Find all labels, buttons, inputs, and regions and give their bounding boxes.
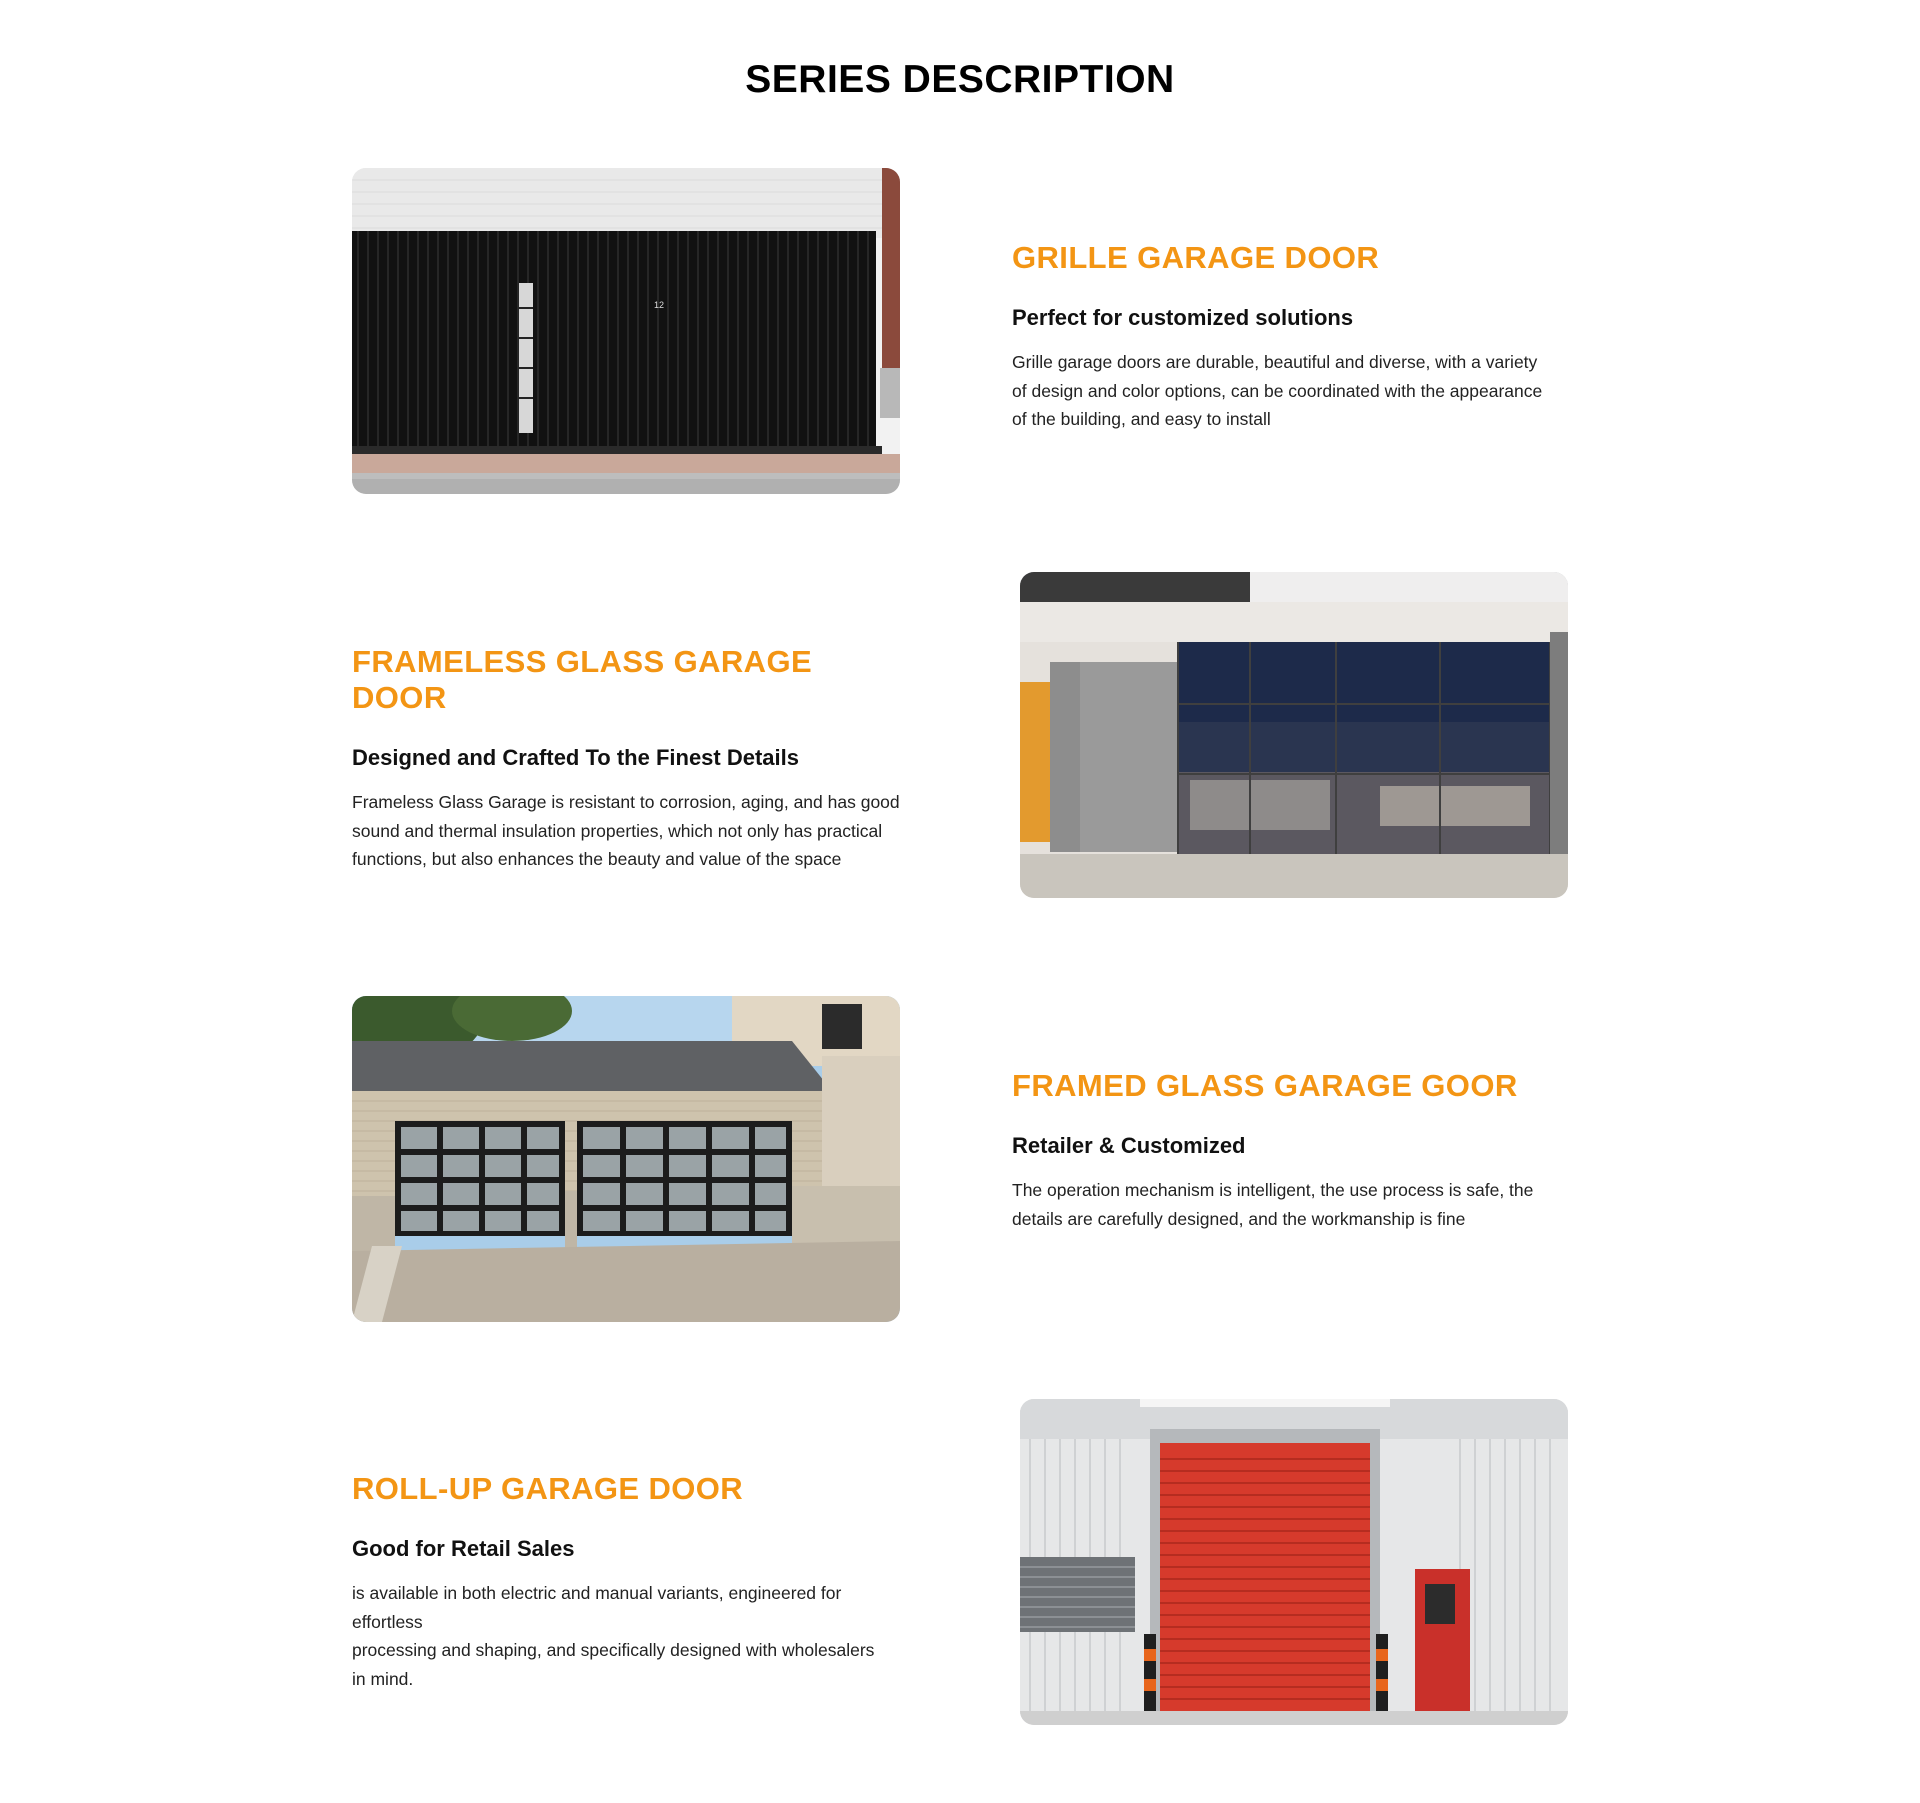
frameless-text-block (352, 644, 912, 874)
frameless-glass-garage-door-photo (1020, 572, 1568, 898)
framed-glass-garage-door-photo (352, 996, 900, 1322)
product-subtitle: Perfect for customized solutions (1012, 305, 1354, 330)
grille-text-block (1012, 240, 1572, 434)
product-subtitle: Retailer & Customized (1012, 1133, 1246, 1158)
product-title: GRILLE GARAGE DOOR (1012, 240, 1380, 275)
house-number: 12 (654, 300, 665, 310)
rollup-text-block (352, 1471, 912, 1693)
roll-up-garage-door-photo (1020, 1399, 1568, 1725)
product-framed-glass (352, 996, 1568, 1322)
product-frameless-glass (352, 572, 1568, 898)
product-description: The operation mechanism is intelligent, the use process is safe, the details are carefully designed, and the workmanship is fine (1012, 1180, 1534, 1229)
product-description: Frameless Glass Garage is resistant to corrosion, aging, and has good sound and thermal insulation properties, which not only has practical functions, but also enhances the beauty and value of the space (352, 792, 900, 869)
product-title: ROLL-UP GARAGE DOOR (352, 1471, 744, 1506)
product-title: FRAMELESS GLASS GARAGE DOOR (352, 644, 813, 715)
product-roll-up (352, 1399, 1568, 1725)
product-title: FRAMED GLASS GARAGE GOOR (1012, 1068, 1518, 1103)
framed-text-block (1012, 1068, 1572, 1233)
grille-garage-door-photo (352, 168, 900, 494)
product-subtitle: Good for Retail Sales (352, 1536, 575, 1561)
page-title: SERIES DESCRIPTION (745, 58, 1175, 101)
product-subtitle: Designed and Crafted To the Finest Details (352, 745, 799, 770)
product-grille (352, 168, 1568, 494)
product-description: Grille garage doors are durable, beautiful and diverse, with a variety of design and color options, can be coordinated with the appearance of the building, and easy to install (1012, 352, 1543, 429)
product-description: is available in both electric and manual variants, engineered for effortless processing and shaping, and specifically designed with wholesalers in mind. (352, 1583, 875, 1689)
